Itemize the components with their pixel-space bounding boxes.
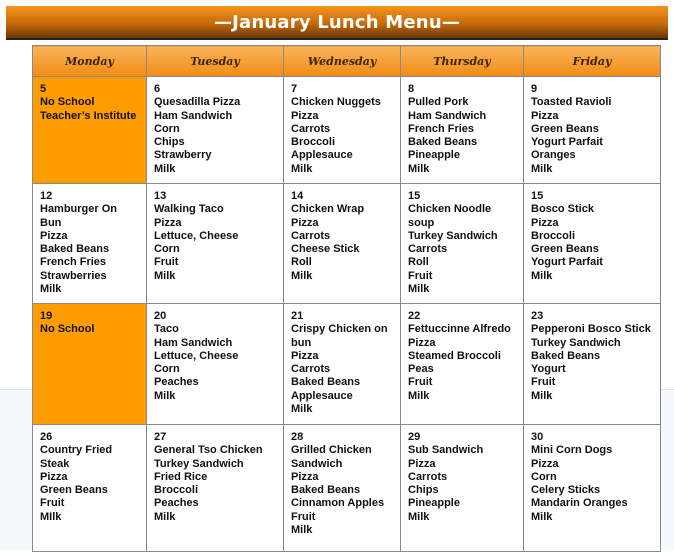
menu-item: Celery Sticks (531, 484, 601, 497)
day-cell (524, 425, 661, 552)
header-monday: Monday (33, 46, 147, 77)
menu-weeks (33, 77, 661, 552)
menu-item: Peaches (154, 376, 199, 389)
menu-item: Broccoli (154, 484, 199, 497)
day-number: 7 (291, 83, 298, 95)
menu-item: Steak (40, 457, 70, 470)
day-number: 19 (40, 310, 53, 322)
day-cell (147, 184, 284, 304)
menu-item: Cheese Stick (291, 243, 360, 256)
day-cell (284, 425, 401, 552)
day-cell (284, 304, 401, 425)
day-number: 23 (531, 310, 544, 322)
day-number: 21 (291, 310, 304, 322)
menu-item: Baked Beans (531, 349, 601, 362)
menu-item: Fruit (531, 376, 556, 389)
day-number: 15 (408, 190, 421, 202)
day-number: 30 (531, 431, 544, 443)
menu-item: French Fries (40, 256, 107, 269)
menu-item: Baked Beans (408, 136, 478, 149)
menu-item: Roll (291, 256, 312, 269)
day-cell (401, 304, 524, 425)
menu-item: Milk (291, 269, 313, 282)
menu-item: Milk (291, 162, 313, 175)
menu-item: Milk (531, 162, 553, 175)
menu-item: Carrots (408, 243, 448, 256)
day-number: 14 (291, 190, 304, 202)
day-number: 28 (291, 431, 304, 443)
menu-item: Fruit (291, 510, 316, 523)
menu-item: Baked Beans (40, 243, 110, 256)
menu-item: Milk (531, 510, 553, 523)
menu-item: Teacher’s Institute (40, 109, 137, 122)
menu-item: Oranges (531, 149, 576, 162)
day-cell (33, 77, 147, 184)
menu-item: Crispy Chicken on (291, 323, 388, 336)
menu-item: Milk (531, 389, 553, 402)
weekday-header-row (33, 46, 661, 77)
menu-item: Mini Corn Dogs (531, 444, 613, 457)
day-number: 26 (40, 431, 53, 443)
menu-item: Baked Beans (291, 484, 361, 497)
day-number: 6 (154, 83, 161, 95)
week-row (33, 304, 661, 425)
menu-item: Bun (40, 216, 62, 229)
day-cell (524, 304, 661, 425)
menu-item: Ham Sandwich (154, 336, 233, 349)
day-cell (401, 425, 524, 552)
menu-item: Bosco Stick (531, 203, 594, 216)
menu-item: Yogurt (531, 363, 566, 376)
day-number: 20 (154, 310, 167, 322)
menu-item: Pizza (154, 216, 182, 229)
menu-item: Walking Taco (154, 203, 224, 216)
menu-item: General Tso Chicken (154, 444, 263, 457)
header-wednesday: Wednesday (284, 46, 401, 77)
menu-item: Sandwich (291, 457, 343, 470)
menu-item: Corn (154, 243, 180, 256)
menu-item: Pizza (291, 216, 319, 229)
menu-item: Yogurt Parfait (531, 256, 603, 269)
menu-item: Pizza (291, 109, 319, 122)
menu-item: Milk (531, 269, 553, 282)
menu-item: Chicken Wrap (291, 203, 365, 216)
day-number: 5 (40, 83, 47, 95)
menu-title: —January Lunch Menu— (6, 6, 668, 40)
menu-item: Pizza (531, 216, 559, 229)
menu-item: bun (291, 336, 312, 349)
menu-item: Pepperoni Bosco Stick (531, 323, 651, 336)
menu-item: Milk (154, 389, 176, 402)
menu-item: Milk (154, 162, 176, 175)
day-cell (524, 184, 661, 304)
menu-item: Corn (154, 363, 180, 376)
day-cell (33, 304, 147, 425)
menu-item: Pizza (40, 470, 68, 483)
menu-item: Hamburger On (40, 203, 118, 216)
menu-item: Pizza (408, 336, 436, 349)
menu-item: No School (40, 323, 95, 336)
menu-item: Yogurt Parfait (531, 136, 603, 149)
week-row (33, 425, 661, 552)
menu-item: Fruit (154, 256, 179, 269)
week-row (33, 77, 661, 184)
menu-item: Baked Beans (291, 376, 361, 389)
menu-item: Fruit (408, 269, 433, 282)
menu-item: Milk (291, 524, 313, 537)
menu-item: Ham Sandwich (154, 109, 233, 122)
day-cell (147, 77, 284, 184)
menu-item: Pineapple (408, 149, 460, 162)
day-cell (401, 184, 524, 304)
menu-item: Toasted Ravioli (531, 96, 612, 109)
menu-item: Ham Sandwich (408, 109, 487, 122)
menu-item: Fruit (40, 497, 65, 510)
menu-item: Broccoli (531, 229, 576, 242)
menu-item: Milk (408, 162, 430, 175)
menu-item: Broccoli (291, 136, 336, 149)
header-friday: Friday (524, 46, 661, 77)
day-cell (284, 77, 401, 184)
menu-item: Fried Rice (154, 470, 208, 483)
menu-item: Sub Sandwich (408, 444, 484, 457)
menu-item: Chicken Nuggets (291, 96, 381, 109)
menu-item: Turkey Sandwich (154, 457, 244, 470)
menu-item: French Fries (408, 122, 475, 135)
day-number: 8 (408, 83, 415, 95)
menu-item: Pizza (291, 470, 319, 483)
menu-item: Pizza (40, 229, 68, 242)
day-cell (401, 77, 524, 184)
menu-item: MIlk (40, 510, 62, 523)
menu-item: Corn (531, 470, 557, 483)
menu-item: No School (40, 96, 95, 109)
menu-item: Chips (408, 484, 439, 497)
menu-item: Fettuccinne Alfredo (408, 323, 511, 336)
menu-item: Mandarin Oranges (531, 497, 628, 510)
menu-item: soup (408, 216, 435, 229)
day-cell (284, 184, 401, 304)
day-cell (147, 304, 284, 425)
menu-item: Chips (154, 136, 185, 149)
menu-item: Green Beans (531, 122, 599, 135)
menu-item: Pineapple (408, 497, 460, 510)
menu-item: Applesauce (291, 389, 353, 402)
menu-item: Milk (154, 269, 176, 282)
day-number: 12 (40, 190, 53, 202)
header-tuesday: Tuesday (147, 46, 284, 77)
lunch-menu-calendar (32, 45, 661, 552)
menu-item: Chicken Noodle (408, 203, 492, 216)
menu-item: Milk (40, 283, 62, 296)
day-number: 27 (154, 431, 167, 443)
menu-item: Grilled Chicken (291, 444, 372, 457)
menu-item: Carrots (291, 122, 331, 135)
menu-item: Carrots (408, 470, 448, 483)
menu-item: Fruit (408, 376, 433, 389)
menu-item: Green Beans (531, 243, 599, 256)
menu-item: Pulled Pork (408, 96, 469, 109)
day-number: 22 (408, 310, 421, 322)
day-number: 13 (154, 190, 167, 202)
day-cell (524, 77, 661, 184)
menu-item: Turkey Sandwich (531, 336, 621, 349)
menu-item: Corn (154, 122, 180, 135)
menu-item: Country Fried (40, 444, 113, 457)
menu-item: Roll (408, 256, 429, 269)
menu-item: Applesauce (291, 149, 353, 162)
day-number: 29 (408, 431, 421, 443)
menu-item: Milk (408, 510, 430, 523)
menu-item: Milk (154, 510, 176, 523)
menu-item: Strawberry (154, 149, 212, 162)
menu-item: Quesadilla Pizza (154, 96, 241, 109)
day-cell (33, 184, 147, 304)
menu-item: Pizza (531, 457, 559, 470)
menu-item: Lettuce, Cheese (154, 229, 239, 242)
menu-item: Milk (408, 389, 430, 402)
menu-item: Turkey Sandwich (408, 229, 498, 242)
menu-item: Green Beans (40, 484, 108, 497)
menu-item: Milk (408, 283, 430, 296)
menu-item: Lettuce, Cheese (154, 349, 239, 362)
menu-item: Pizza (531, 109, 559, 122)
menu-item: Taco (154, 323, 179, 336)
day-cell (33, 425, 147, 552)
day-number: 15 (531, 190, 544, 202)
menu-item: Peaches (154, 497, 199, 510)
menu-item: Milk (291, 403, 313, 416)
day-number: 9 (531, 83, 538, 95)
menu-item: Carrots (291, 363, 331, 376)
menu-item: Pizza (408, 457, 436, 470)
day-cell (147, 425, 284, 552)
menu-item: Steamed Broccoli (408, 349, 501, 362)
menu-item: Pizza (291, 349, 319, 362)
menu-item: Strawberries (40, 269, 107, 282)
menu-item: Peas (408, 363, 434, 376)
menu-item: Carrots (291, 229, 331, 242)
week-row (33, 184, 661, 304)
header-thursday: Thursday (401, 46, 524, 77)
menu-item: Cinnamon Apples (291, 497, 385, 510)
